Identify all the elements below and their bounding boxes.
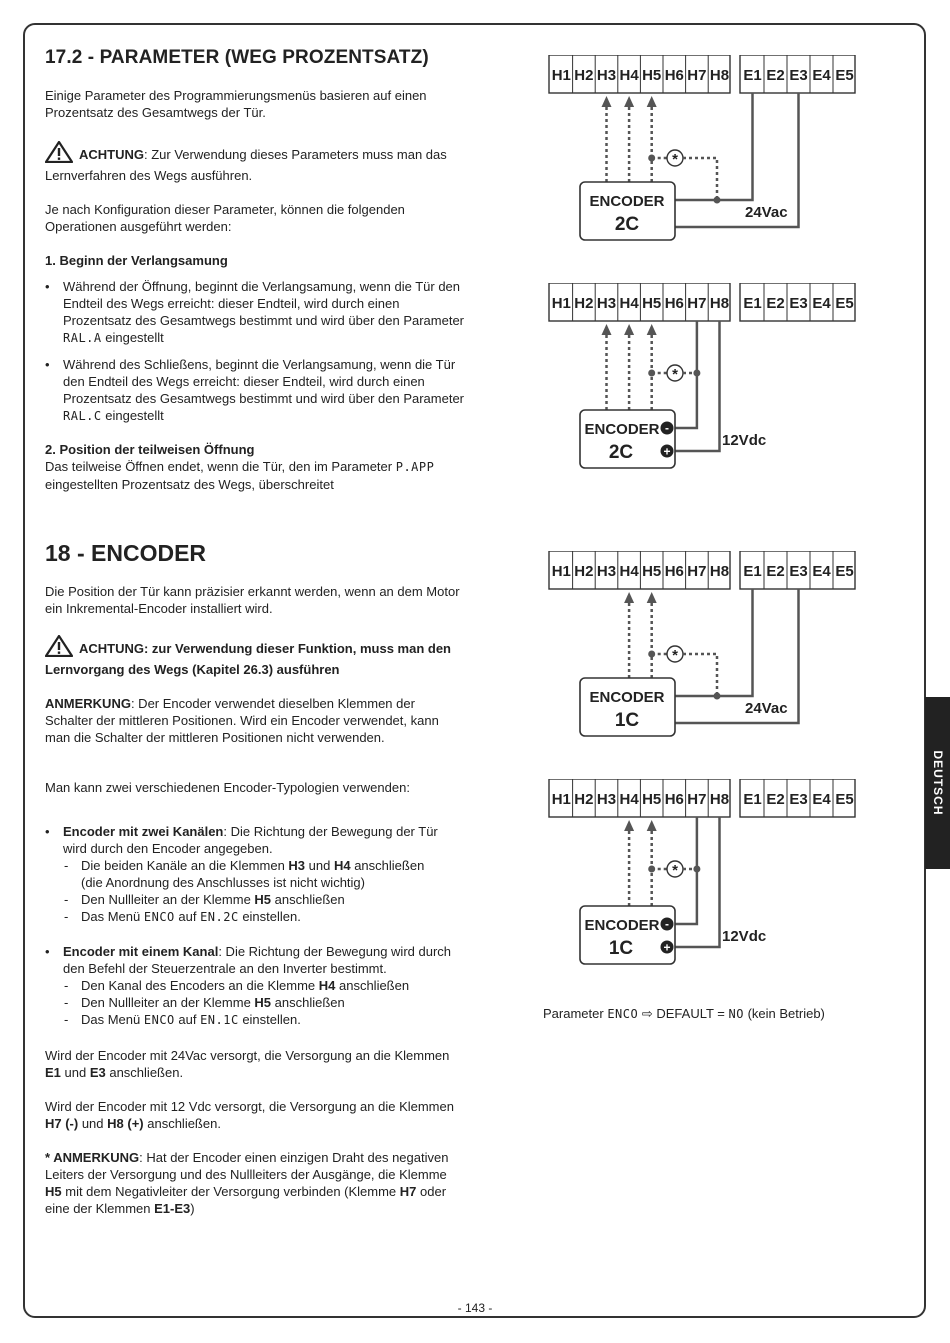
minus-label: - [665,421,669,435]
star-label: * [672,151,678,168]
section-title: 18 - ENCODER [45,540,207,566]
encoder-label: ENCODER [584,917,660,934]
one-channel-step: - Den Nullleiter an der Klemme H5 anschließen [45,994,465,1011]
channel-wire-h5-head [647,820,657,831]
two-channel-step-note: (die Anordnung des Anschlusses ist nicht wichtig) [81,875,365,890]
param-ral-c: RAL.C [63,409,102,423]
supply-wire-e1 [675,93,753,200]
warning-icon [45,635,73,661]
terminal-e2: E2 [766,791,785,808]
star-label: * [672,862,678,879]
two-channel-step: - Das Menü ENCO auf EN.2C einstellen. [45,908,465,926]
terminal-e2: E2 [766,67,785,84]
arrow-icon: ⇨ [641,1006,653,1021]
channel-wire-h4-head [624,592,634,603]
terminal-h5: H5 [642,295,662,312]
terminal-h8: H8 [709,563,730,580]
terminal-h7: H7 [687,563,707,580]
terminal-h6: H6 [664,791,684,808]
supply-label: 24Vac [745,700,788,717]
terminal-e3: E3 [789,67,808,84]
default-value: NO [728,1007,744,1021]
terminal-e1: E1 [743,295,762,312]
warning-icon [45,141,73,167]
neutral-wire-e [683,158,717,200]
terminal-h4: H4 [619,563,639,580]
terminal-h1: H1 [551,67,571,84]
one-channel-step: - Das Menü ENCO auf EN.1C einstellen. [45,1011,465,1029]
star-label: * [672,366,678,383]
terminal-e2: E2 [766,563,785,580]
item2-text: Das teilweise Öffnen endet, wenn die Tür, den im Parameter P.APP eingestellten Prozentsatz des Wegs, überschreitet [45,459,435,492]
one-channel-step: - Den Kanal des Encoders an die Klemme H4 anschließen [45,977,465,994]
encoder-label: ENCODER [589,193,665,210]
two-channel-item: • Encoder mit zwei Kanälen: Die Richtung der Bewegung der Tür wird durch den Encoder angegeben. [45,823,465,857]
item2-heading: 2. Position der teilweisen Öffnung [45,442,255,457]
channel-wire-h4-head [624,324,634,335]
encoder-type: 2C [608,442,634,463]
terminal-h2: H2 [574,563,594,580]
terminal-h2: H2 [574,67,594,84]
terminal-h3: H3 [596,563,617,580]
terminal-e5: E5 [835,67,854,84]
menu-code: ENCO [607,1007,639,1021]
terminal-e5: E5 [835,563,854,580]
types-text: Man kann zwei verschiedenen Encoder-Typologien verwenden: [45,780,410,795]
two-channel-step: - Den Nullleiter an der Klemme H5 anschließen [45,891,465,908]
terminal-h8: H8 [709,295,730,312]
plus-label: + [663,940,671,955]
channel-wire-h5-head [647,96,657,107]
encoder-type: 2C [614,214,640,235]
terminal-e5: E5 [835,295,854,312]
terminal-h7: H7 [687,791,707,808]
star-label: * [672,647,678,664]
bullet-opening: • Während der Öffnung, beginnt die Verlangsamung, wenn die Tür den Endteil des Wegs erreicht: dieser Endteil, wird durch einen Prozentsatz des Gesamtwegs bestimmt und wird über den Parameter RAL.A eingestellt [45,278,465,347]
wiring-diagram-2c-24vac [540,55,870,260]
terminal-h2: H2 [574,791,594,808]
terminal-h2: H2 [574,295,594,312]
channel-wire-h4-head [624,820,634,831]
supply-label: 24Vac [745,204,788,221]
one-channel-item: • Encoder mit einem Kanal: Die Richtung der Bewegung wird durch den Befehl der Steuerzentrale an den Inverter bestimmt. [45,943,465,977]
terminal-h8: H8 [709,67,730,84]
terminal-h8: H8 [709,791,730,808]
terminal-h5: H5 [642,563,662,580]
terminal-h6: H6 [664,295,684,312]
terminal-h5: H5 [642,67,662,84]
supply-wire-e1 [675,589,753,696]
supply-label: 12Vdc [722,928,767,945]
neutral-wire-e [683,654,717,696]
encoder-parameter-default: Parameter ENCO ⇨ DEFAULT = NO (kein Betrieb) [543,1006,825,1021]
terminal-h6: H6 [664,67,684,84]
terminal-h7: H7 [687,295,707,312]
terminal-h7: H7 [687,67,707,84]
encoder-label: ENCODER [584,421,660,438]
intro-text: Die Position der Tür kann präzisier erkannt werden, wenn an dem Motor ein Inkremental-Encoder installiert wird. [45,584,460,616]
terminal-e5: E5 [835,791,854,808]
terminal-e4: E4 [812,67,831,84]
wiring-diagram-1c-12vdc [540,779,870,984]
encoder-type: 1C [614,710,640,731]
terminal-e1: E1 [743,791,762,808]
minus-label: - [665,917,669,931]
terminal-h1: H1 [551,563,571,580]
terminal-h4: H4 [619,67,639,84]
item1-heading: 1. Beginn der Verlangsamung [45,253,228,268]
channel-wire-h3-head [602,96,612,107]
supply-24vac-text: Wird der Encoder mit 24Vac versorgt, die Versorgung an die Klemmen E1 und E3 anschließen. [45,1048,450,1080]
terminal-h4: H4 [619,295,639,312]
terminal-e4: E4 [812,791,831,808]
supply-12vdc-text: Wird der Encoder mit 12 Vdc versorgt, die Versorgung an die Klemmen H7 (-) und H8 (+) anschließen. [45,1099,454,1131]
terminal-e4: E4 [812,563,831,580]
channel-wire-h5-head [647,592,657,603]
config-text: Je nach Konfiguration dieser Parameter, können die folgenden Operationen ausgeführt werden: [45,202,405,234]
warning-paragraph: ACHTUNG: zur Verwendung dieser Funktion, muss man den Lernvorgang des Wegs (Kapitel 26.3) ausführen [45,635,465,678]
star-note-text: * ANMERKUNG: Hat der Encoder einen einzigen Draht des negativen Leiters der Versorgung und des Nullleiters der Ausgänge, die Klemme H5 mit dem Negativleiter der Versorgung verbinden (Klemme H7 oder eine der Klemmen E1-E3) [45,1150,449,1216]
two-channel-step: - Die beiden Kanäle an die Klemmen H3 und H4 anschließen [45,857,465,874]
terminal-h3: H3 [596,295,617,312]
terminal-e1: E1 [743,67,762,84]
channel-wire-h4-head [624,96,634,107]
terminal-h4: H4 [619,791,639,808]
terminal-e1: E1 [743,563,762,580]
terminal-h6: H6 [664,563,684,580]
channel-wire-h5-head [647,324,657,335]
supply-label: 12Vdc [722,432,767,449]
param-p-app: P.APP [395,460,435,474]
bullet-closing: • Während des Schließens, beginnt die Verlangsamung, wenn die Tür den Endteil des Wegs erreicht: dieser Endteil, wird durch einen Prozentsatz des Gesamtwegs bestimmt und wird über den Parameter RAL.C eingestellt [45,356,465,425]
wiring-diagram-2c-12vdc [540,283,870,488]
terminal-h5: H5 [642,791,662,808]
terminal-e4: E4 [812,295,831,312]
language-tab: DEUTSCH [925,697,950,869]
terminal-e3: E3 [789,295,808,312]
terminal-h1: H1 [551,295,571,312]
terminal-e3: E3 [789,791,808,808]
terminal-h1: H1 [551,791,571,808]
section-title: 17.2 - PARAMETER (WEG PROZENTSATZ) [45,47,429,68]
param-ral-a: RAL.A [63,331,102,345]
terminal-e2: E2 [766,295,785,312]
plus-label: + [663,444,671,459]
section-17-2 [45,47,465,493]
terminal-h3: H3 [596,791,617,808]
intro-text: Einige Parameter des Programmierungsmenüs basieren auf einen Prozentsatz des Gesamtwegs der Tür. [45,88,427,120]
channel-wire-h3-head [602,324,612,335]
warning-paragraph: ACHTUNG: Zur Verwendung dieses Parameters muss man das Lernverfahren des Wegs ausführen. [45,141,465,184]
terminal-h3: H3 [596,67,617,84]
note-paragraph: ANMERKUNG: Der Encoder verwendet dieselben Klemmen der Schalter der mittleren Positionen. Wird ein Encoder verwendet, kann man die Schalter der mittleren Positionen nicht verwenden. [45,696,439,745]
page-number: - 143 - [457,1301,493,1315]
wiring-diagram-1c-24vac [540,551,870,756]
terminal-e3: E3 [789,563,808,580]
encoder-type: 1C [608,938,634,959]
section-18 [45,540,465,1217]
encoder-label: ENCODER [589,689,665,706]
